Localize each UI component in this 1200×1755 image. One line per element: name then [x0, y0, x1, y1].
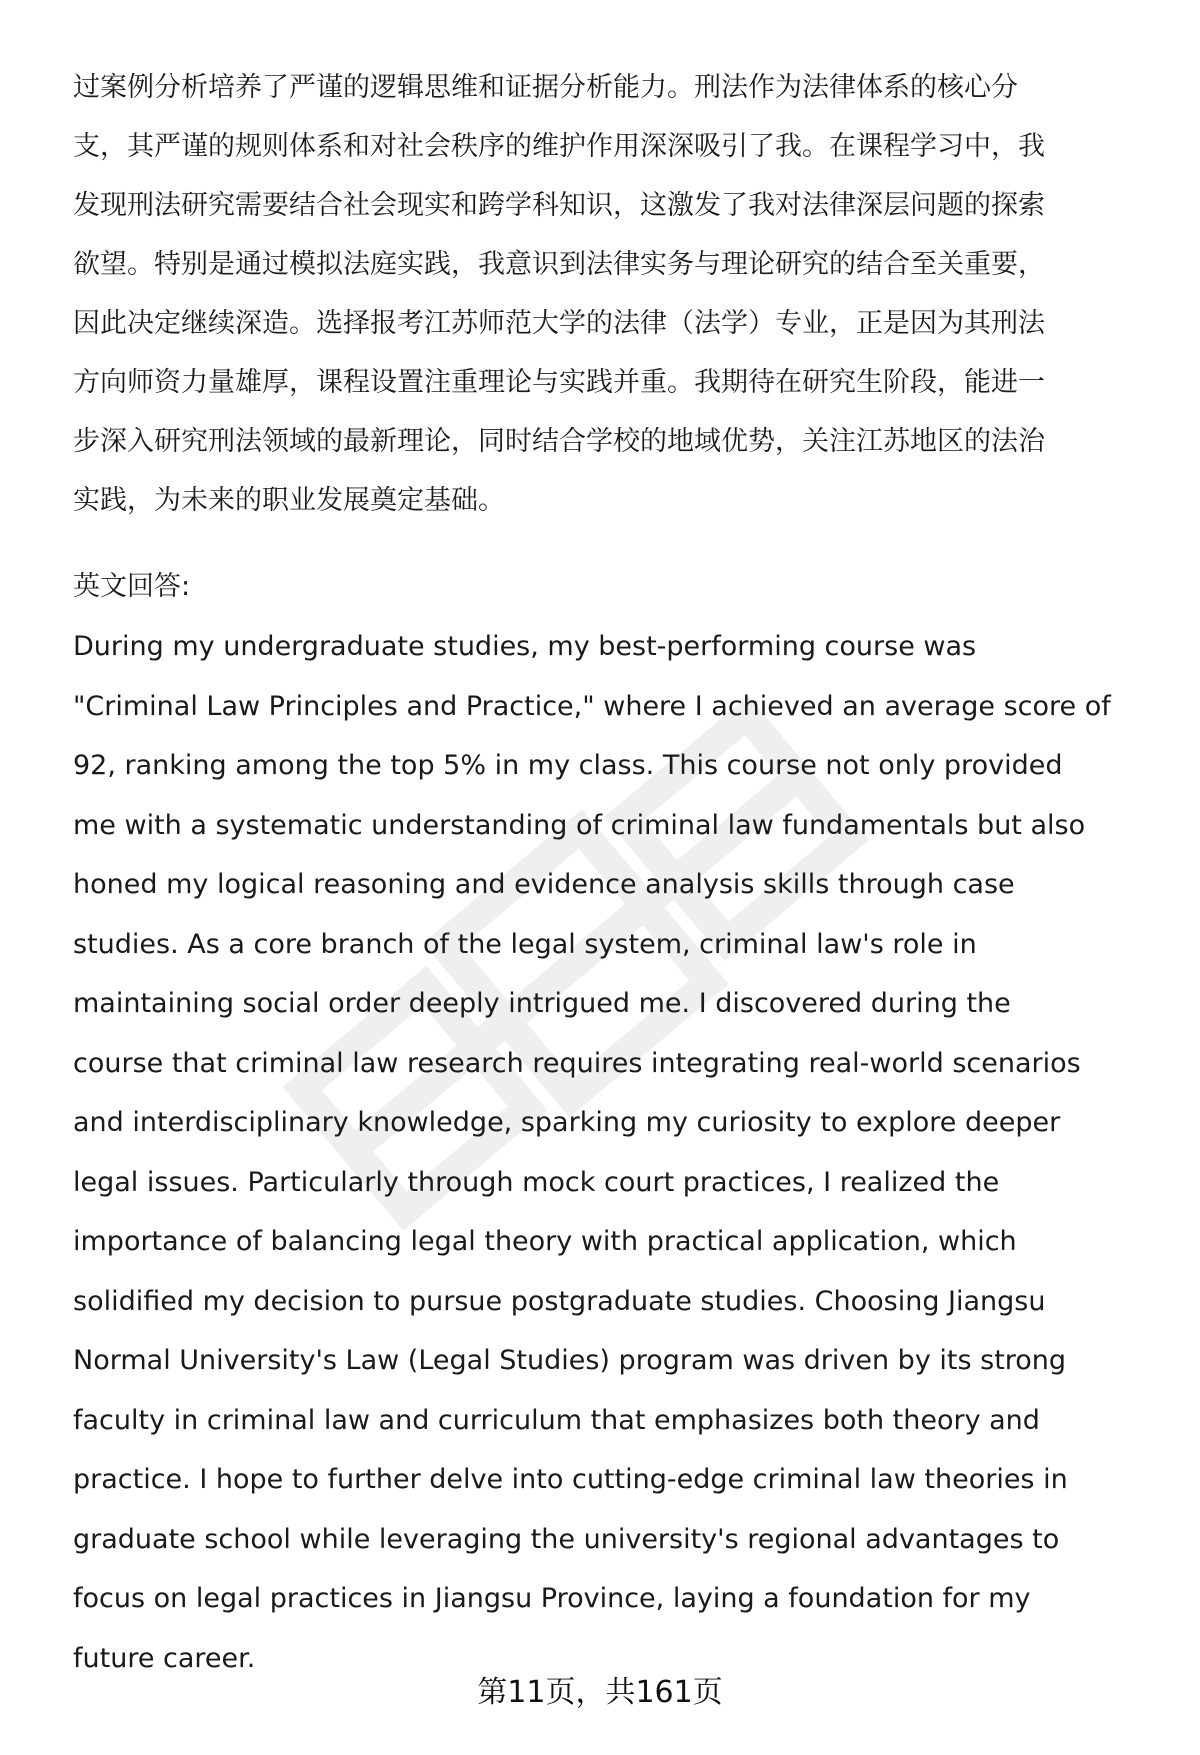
en-line: legal issues. Particularly through mock court practices, I realized the [73, 1166, 1000, 1198]
cn-line: 步深入研究刑法领域的最新理论，同时结合学校的地域优势，关注江苏地区的法治 [73, 426, 1045, 457]
en-line: studies. As a core branch of the legal system, criminal law's role in [73, 928, 977, 960]
en-line: me with a systematic understanding of criminal law fundamentals but also [73, 809, 1086, 841]
en-line: and interdisciplinary knowledge, sparking my curiosity to explore deeper [73, 1107, 1061, 1138]
english-answer-paragraph [73, 617, 1173, 1688]
en-line: "Criminal Law Principles and Practice," where I achieved an average score of [73, 690, 1111, 722]
cn-line: 发现刑法研究需要结合社会现实和跨学科知识，这激发了我对法律深层问题的探索 [73, 190, 1045, 221]
en-line: maintaining social order deeply intrigued me. I discovered during the [73, 988, 1011, 1019]
en-line: 92, ranking among the top 5% in my class. This course not only provided [73, 750, 1063, 781]
en-line: faculty in criminal law and curriculum that emphasizes both theory and [73, 1404, 1040, 1436]
en-line: Normal University's Law (Legal Studies) program was driven by its strong [73, 1345, 1067, 1376]
en-line: future career. [73, 1642, 256, 1674]
en-line: honed my logical reasoning and evidence analysis skills through case [73, 869, 1015, 900]
en-line: focus on legal practices in Jiangsu Province, laying a foundation for my [73, 1583, 1031, 1614]
cn-line: 欲望。特别是通过模拟法庭实践，我意识到法律实务与理论研究的结合至关重要， [73, 249, 1045, 280]
en-line: During my undergraduate studies, my best-performing course was [73, 631, 977, 662]
cn-line: 实践，为未来的职业发展奠定基础。 [73, 485, 505, 516]
chinese-answer-paragraph [73, 58, 1153, 530]
page-number-footer: 第11页，共161页 [477, 1675, 723, 1710]
en-line: importance of balancing legal theory with practical application, which [73, 1226, 1017, 1257]
cn-line: 因此决定继续深造。选择报考江苏师范大学的法律（法学）专业，正是因为其刑法 [73, 308, 1045, 339]
en-line: graduate school while leveraging the university's regional advantages to [73, 1523, 1060, 1555]
english-answer-label: 英文回答: [73, 571, 191, 602]
cn-line: 支，其严谨的规则体系和对社会秩序的维护作用深深吸引了我。在课程学习中，我 [73, 131, 1045, 162]
cn-line: 方向师资力量雄厚，课程设置注重理论与实践并重。我期待在研究生阶段，能进一 [73, 367, 1045, 398]
cn-line: 过案例分析培养了严谨的逻辑思维和证据分析能力。刑法作为法律体系的核心分 [73, 72, 1018, 103]
en-line: solidified my decision to pursue postgraduate studies. Choosing Jiangsu [73, 1285, 1046, 1317]
en-line: practice. I hope to further delve into cutting-edge criminal law theories in [73, 1464, 1068, 1495]
en-line: course that criminal law research requires integrating real-world scenarios [73, 1047, 1081, 1079]
